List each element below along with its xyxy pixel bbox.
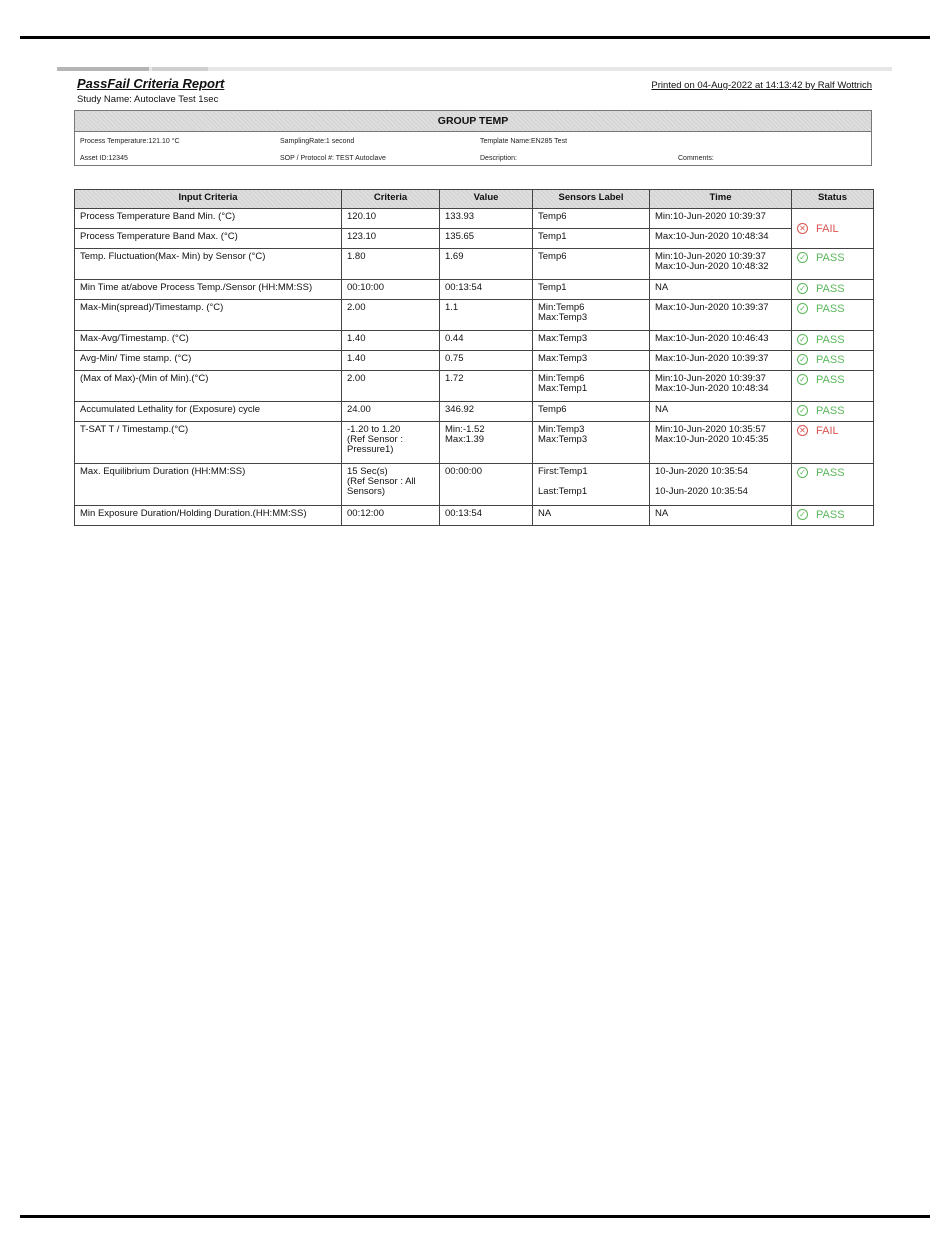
cell-input-criteria: Accumulated Lethality for (Exposure) cycle bbox=[75, 402, 342, 422]
cell-value: 135.65 bbox=[440, 229, 533, 249]
cell-time: Max:10-Jun-2020 10:39:37 bbox=[650, 300, 792, 331]
col-header-status: Status bbox=[792, 190, 874, 209]
cell-value: 0.75 bbox=[440, 351, 533, 371]
table-row bbox=[75, 422, 874, 464]
template-name: Template Name:EN285 Test bbox=[480, 138, 568, 145]
check-circle-icon: ✓ bbox=[797, 467, 808, 478]
status-label: FAIL bbox=[816, 222, 839, 235]
cell-value: Min:-1.52 Max:1.39 bbox=[440, 422, 533, 464]
cell-status bbox=[792, 249, 874, 280]
cell-time: Max:10-Jun-2020 10:48:34 bbox=[650, 229, 792, 249]
cell-input-criteria: Process Temperature Band Max. (°C) bbox=[75, 229, 342, 249]
status-label: PASS bbox=[816, 333, 845, 346]
cell-input-criteria: Min Time at/above Process Temp./Sensor (HH:MM:SS) bbox=[75, 280, 342, 300]
cell-input-criteria: Max-Min(spread)/Timestamp. (°C) bbox=[75, 300, 342, 331]
cell-input-criteria: Min Exposure Duration/Holding Duration.(HH:MM:SS) bbox=[75, 506, 342, 526]
table-row bbox=[75, 209, 874, 229]
status-badge bbox=[797, 303, 868, 314]
cell-input-criteria: Max-Avg/Timestamp. (°C) bbox=[75, 331, 342, 351]
cell-criteria: 1.40 bbox=[342, 351, 440, 371]
check-circle-icon: ✓ bbox=[797, 303, 808, 314]
cell-time: Min:10-Jun-2020 10:35:57 Max:10-Jun-2020 10:45:35 bbox=[650, 422, 792, 464]
cell-value: 1.1 bbox=[440, 300, 533, 331]
x-circle-icon: ✕ bbox=[797, 425, 808, 436]
cell-value: 0.44 bbox=[440, 331, 533, 351]
check-circle-icon: ✓ bbox=[797, 374, 808, 385]
cell-criteria: 123.10 bbox=[342, 229, 440, 249]
status-badge bbox=[797, 334, 868, 345]
header-shade-bar bbox=[57, 67, 892, 71]
cell-status bbox=[792, 300, 874, 331]
table-row bbox=[75, 371, 874, 402]
cell-input-criteria: Temp. Fluctuation(Max- Min) by Sensor (°C) bbox=[75, 249, 342, 280]
sop-protocol: SOP / Protocol #: TEST Autoclave bbox=[280, 155, 386, 162]
check-circle-icon: ✓ bbox=[797, 252, 808, 263]
cell-status bbox=[792, 464, 874, 506]
cell-value: 00:00:00 bbox=[440, 464, 533, 506]
study-name: Study Name: Autoclave Test 1sec bbox=[77, 94, 219, 105]
cell-value: 1.72 bbox=[440, 371, 533, 402]
report-title: PassFail Criteria Report bbox=[77, 76, 225, 91]
cell-value: 346.92 bbox=[440, 402, 533, 422]
table-row bbox=[75, 300, 874, 331]
sampling-rate: SamplingRate:1 second bbox=[280, 138, 355, 145]
check-circle-icon: ✓ bbox=[797, 354, 808, 365]
cell-time: NA bbox=[650, 280, 792, 300]
check-circle-icon: ✓ bbox=[797, 509, 808, 520]
cell-criteria: 24.00 bbox=[342, 402, 440, 422]
table-body bbox=[75, 209, 874, 526]
cell-time: Min:10-Jun-2020 10:39:37 Max:10-Jun-2020 10:48:34 bbox=[650, 371, 792, 402]
table-row bbox=[75, 464, 874, 506]
cell-sensors-label: Temp6 bbox=[533, 402, 650, 422]
check-circle-icon: ✓ bbox=[797, 405, 808, 416]
cell-sensors-label: Max:Temp3 bbox=[533, 351, 650, 371]
cell-status bbox=[792, 280, 874, 300]
bottom-rule bbox=[20, 1215, 930, 1218]
cell-sensors-label: Temp6 bbox=[533, 209, 650, 229]
status-label: PASS bbox=[816, 353, 845, 366]
status-label: PASS bbox=[816, 404, 845, 417]
status-label: PASS bbox=[816, 282, 845, 295]
col-header-sensors-label: Sensors Label bbox=[533, 190, 650, 209]
group-title: GROUP TEMP bbox=[75, 111, 871, 132]
cell-input-criteria: Max. Equilibrium Duration (HH:MM:SS) bbox=[75, 464, 342, 506]
cell-status bbox=[792, 506, 874, 526]
cell-sensors-label: Min:Temp6 Max:Temp3 bbox=[533, 300, 650, 331]
status-badge bbox=[797, 467, 868, 478]
cell-sensors-label: First:Temp1 Last:Temp1 bbox=[533, 464, 650, 506]
col-header-input-criteria: Input Criteria bbox=[75, 190, 342, 209]
col-header-value: Value bbox=[440, 190, 533, 209]
cell-time: Min:10-Jun-2020 10:39:37 bbox=[650, 209, 792, 229]
status-badge bbox=[797, 223, 868, 234]
table-row bbox=[75, 280, 874, 300]
status-badge bbox=[797, 283, 868, 294]
cell-sensors-label: Min:Temp3 Max:Temp3 bbox=[533, 422, 650, 464]
check-circle-icon: ✓ bbox=[797, 283, 808, 294]
cell-sensors-label: Temp1 bbox=[533, 280, 650, 300]
table-header-row bbox=[75, 190, 874, 209]
cell-time: Min:10-Jun-2020 10:39:37 Max:10-Jun-2020 10:48:32 bbox=[650, 249, 792, 280]
cell-sensors-label: Max:Temp3 bbox=[533, 331, 650, 351]
cell-criteria: 2.00 bbox=[342, 371, 440, 402]
cell-sensors-label: NA bbox=[533, 506, 650, 526]
top-rule bbox=[20, 36, 930, 39]
cell-sensors-label: Temp6 bbox=[533, 249, 650, 280]
status-badge bbox=[797, 425, 868, 436]
comments: Comments: bbox=[678, 155, 714, 162]
cell-time: Max:10-Jun-2020 10:46:43 bbox=[650, 331, 792, 351]
cell-criteria: -1.20 to 1.20 (Ref Sensor : Pressure1) bbox=[342, 422, 440, 464]
cell-value: 133.93 bbox=[440, 209, 533, 229]
cell-input-criteria: (Max of Max)-(Min of Min).(°C) bbox=[75, 371, 342, 402]
cell-status bbox=[792, 331, 874, 351]
status-label: FAIL bbox=[816, 424, 839, 437]
cell-sensors-label: Temp1 bbox=[533, 229, 650, 249]
status-label: PASS bbox=[816, 508, 845, 521]
cell-criteria: 2.00 bbox=[342, 300, 440, 331]
cell-status bbox=[792, 422, 874, 464]
col-header-criteria: Criteria bbox=[342, 190, 440, 209]
cell-status bbox=[792, 351, 874, 371]
status-label: PASS bbox=[816, 373, 845, 386]
table-row bbox=[75, 351, 874, 371]
status-badge bbox=[797, 509, 868, 520]
cell-time: Max:10-Jun-2020 10:39:37 bbox=[650, 351, 792, 371]
group-info-box bbox=[74, 110, 872, 166]
cell-sensors-label: Min:Temp6 Max:Temp1 bbox=[533, 371, 650, 402]
table-row bbox=[75, 331, 874, 351]
status-badge bbox=[797, 252, 868, 263]
asset-id: Asset ID:12345 bbox=[80, 155, 128, 162]
cell-time: 10-Jun-2020 10:35:54 10-Jun-2020 10:35:54 bbox=[650, 464, 792, 506]
cell-status bbox=[792, 209, 874, 249]
col-header-time: Time bbox=[650, 190, 792, 209]
criteria-table bbox=[74, 189, 874, 526]
status-badge bbox=[797, 405, 868, 416]
cell-input-criteria: Process Temperature Band Min. (°C) bbox=[75, 209, 342, 229]
cell-criteria: 120.10 bbox=[342, 209, 440, 229]
cell-input-criteria: Avg-Min/ Time stamp. (°C) bbox=[75, 351, 342, 371]
cell-input-criteria: T-SAT T / Timestamp.(°C) bbox=[75, 422, 342, 464]
cell-value: 1.69 bbox=[440, 249, 533, 280]
table-row bbox=[75, 229, 874, 249]
status-badge bbox=[797, 354, 868, 365]
status-label: PASS bbox=[816, 466, 845, 479]
status-badge bbox=[797, 374, 868, 385]
cell-criteria: 15 Sec(s) (Ref Sensor : All Sensors) bbox=[342, 464, 440, 506]
printed-info: Printed on 04-Aug-2022 at 14:13:42 by Ralf Wottrich bbox=[651, 80, 872, 91]
cell-status bbox=[792, 371, 874, 402]
cell-criteria: 00:10:00 bbox=[342, 280, 440, 300]
table-row bbox=[75, 249, 874, 280]
description: Description: bbox=[480, 155, 517, 162]
status-label: PASS bbox=[816, 251, 845, 264]
cell-status bbox=[792, 402, 874, 422]
cell-time: NA bbox=[650, 402, 792, 422]
table-row bbox=[75, 506, 874, 526]
cell-criteria: 1.40 bbox=[342, 331, 440, 351]
cell-time: NA bbox=[650, 506, 792, 526]
process-temperature: Process Temperature:121.10 °C bbox=[80, 138, 180, 145]
cell-criteria: 1.80 bbox=[342, 249, 440, 280]
cell-criteria: 00:12:00 bbox=[342, 506, 440, 526]
status-label: PASS bbox=[816, 302, 845, 315]
cell-value: 00:13:54 bbox=[440, 506, 533, 526]
check-circle-icon: ✓ bbox=[797, 334, 808, 345]
table-row bbox=[75, 402, 874, 422]
cell-value: 00:13:54 bbox=[440, 280, 533, 300]
x-circle-icon: ✕ bbox=[797, 223, 808, 234]
